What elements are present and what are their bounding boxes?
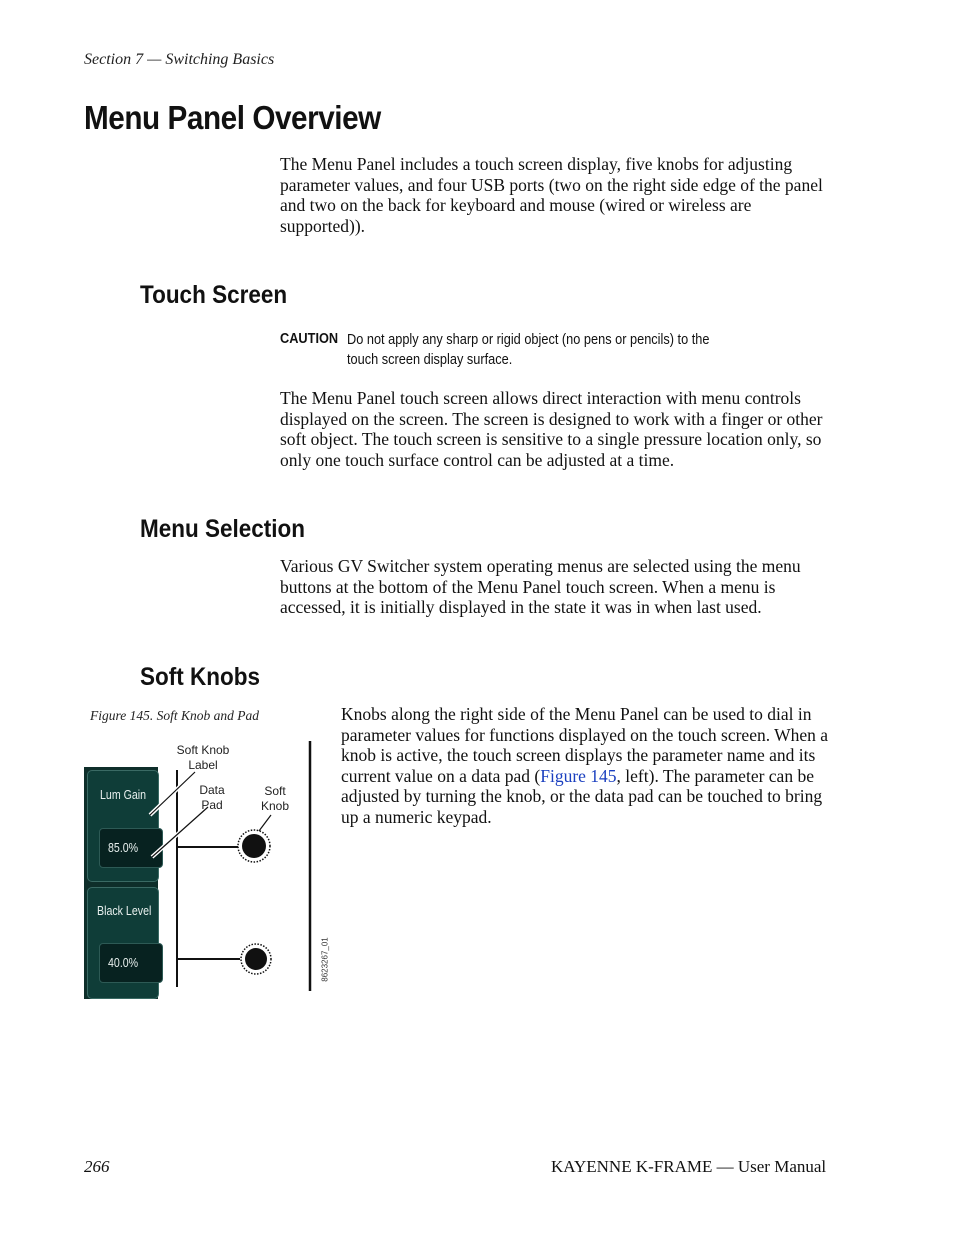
page-number: 266 [84, 1157, 110, 1176]
callout-line: Data [199, 783, 225, 797]
callout-soft-knob-label [168, 743, 238, 773]
touch-screen-paragraph: The Menu Panel touch screen allows direct interaction with menu controls displayed on the screen. The screen is designed to work with a finger or other soft object. The touch screen is sensitive to a single pressure location only, so only one touch surface control can be adjusted at a time. [280, 388, 823, 470]
pad-value: 40.0% [108, 956, 139, 970]
callout-soft-knob [255, 784, 295, 814]
figure-link[interactable]: Figure 145 [540, 765, 617, 786]
touch-screen-heading: Touch Screen [140, 281, 288, 309]
menu-selection-heading: Menu Selection [140, 515, 306, 543]
figure-caption: Figure 145. Soft Knob and Pad [90, 708, 259, 723]
pad-value: 85.0% [108, 841, 139, 855]
pad-label: Lum Gain [100, 788, 147, 802]
callout-line: Label [188, 758, 218, 772]
caution-text: Do not apply any sharp or rigid object (no pens or pencils) to the touch screen display surface. [347, 332, 710, 368]
soft-knob-icon [239, 942, 273, 976]
page-title: Menu Panel Overview [84, 99, 381, 136]
intro-paragraph: The Menu Panel includes a touch screen display, five knobs for adjusting parameter values, and four USB ports (two on the right side edge of the panel and two on the back for keyboard and mouse (wired or wireless are supported)). [280, 154, 823, 236]
callout-line: Soft [264, 784, 286, 798]
soft-knobs-paragraph [341, 704, 841, 827]
figure-id: 8623267_01 [320, 937, 330, 982]
callout-line: Pad [201, 798, 223, 812]
callout-data-pad [192, 783, 232, 813]
soft-knobs-text-1: Knobs along the right side of the Menu Panel can be used to dial in parameter values for functions displayed on the touch screen. When a knob is active, the touch screen displays the parameter name and its current value on a data pad ( [341, 704, 829, 786]
figure-lines [80, 735, 340, 1005]
pad-label: Black Level [97, 904, 152, 918]
soft-knobs-text-2: , left). The parameter can be adjusted by turning the knob, or the data pad can be touched to bring up a numeric keypad. [341, 765, 823, 827]
callout-line: Soft Knob [176, 743, 230, 757]
soft-knob-icon [236, 828, 272, 864]
callout-line: Knob [260, 799, 290, 813]
menu-selection-paragraph: Various GV Switcher system operating menus are selected using the menu buttons at the bottom of the Menu Panel touch screen. When a menu is accessed, it is initially displayed in the state it was in when last used. [280, 556, 801, 617]
caution-label: CAUTION [280, 331, 339, 347]
manual-title: KAYENNE K-FRAME — User Manual [551, 1157, 827, 1176]
running-header: Section 7 — Switching Basics [84, 51, 275, 68]
soft-knobs-heading: Soft Knobs [140, 663, 260, 691]
